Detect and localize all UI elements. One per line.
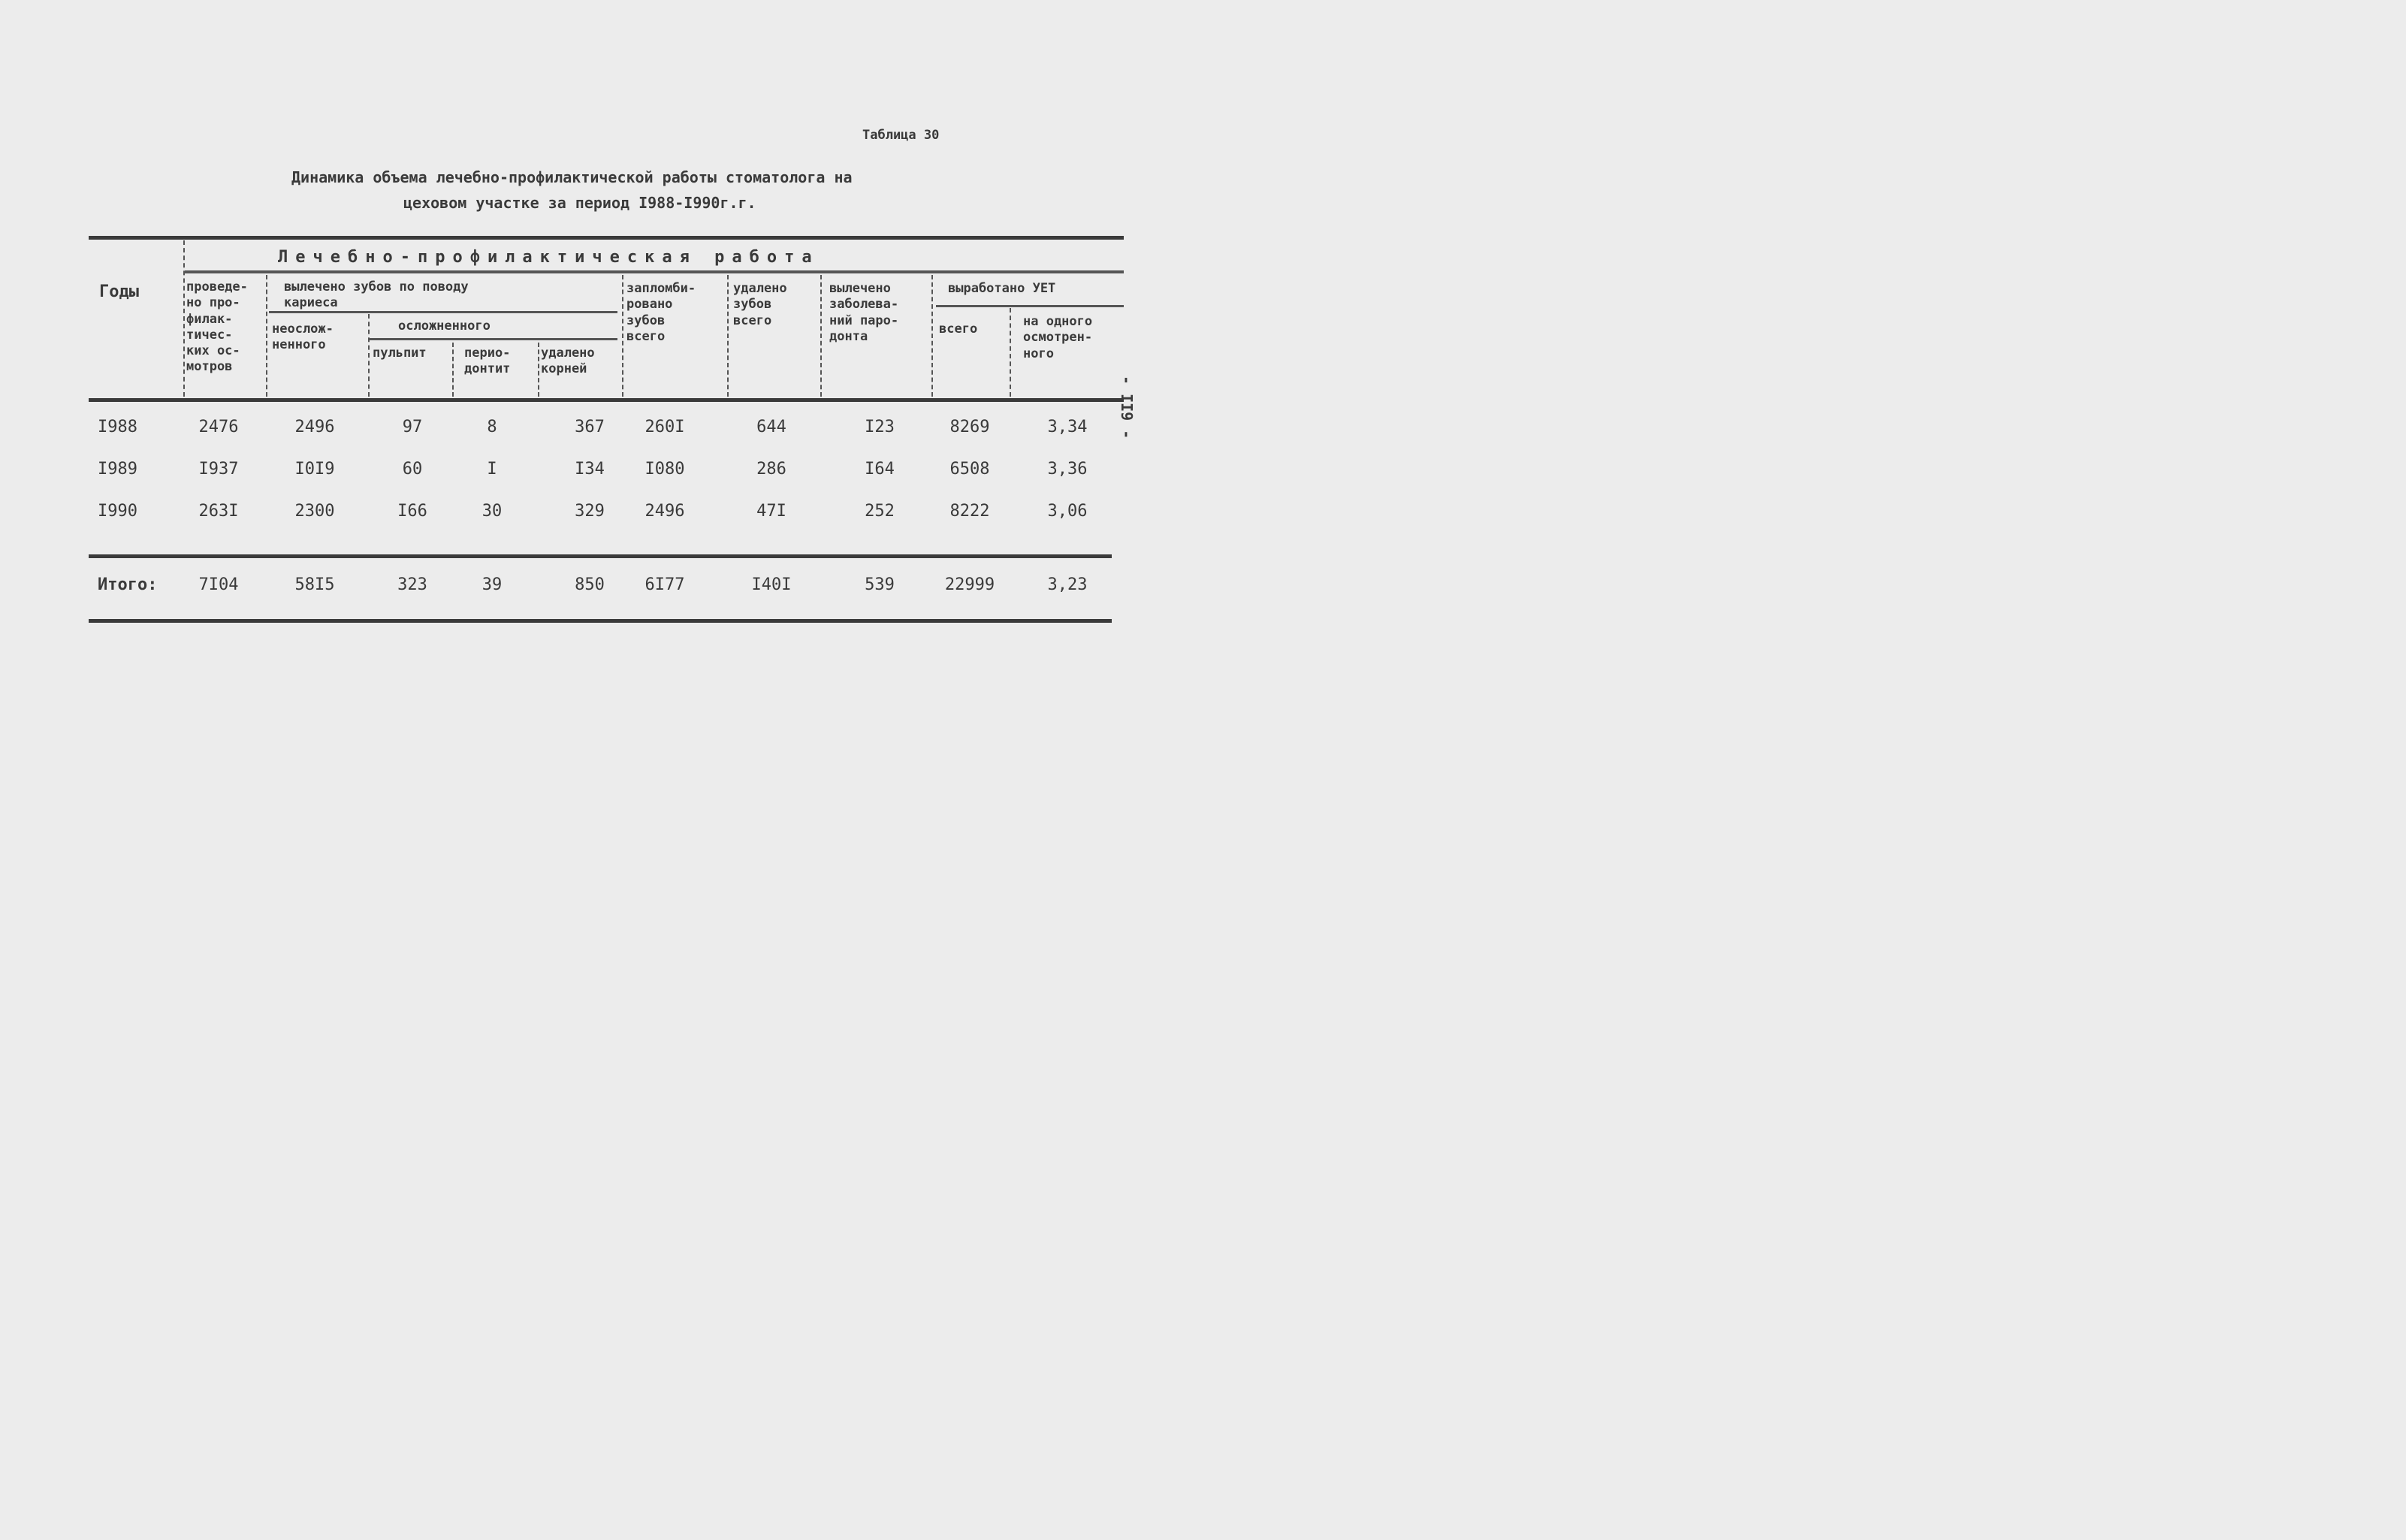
filled-cell: 2496 (645, 502, 685, 521)
year-cell: I989 (98, 460, 137, 479)
col-separator (1010, 308, 1011, 397)
roots-cell: I34 (575, 460, 605, 479)
table-row (0, 458, 1178, 481)
table-row (0, 500, 1178, 523)
uet-under-rule (936, 305, 1124, 307)
parodont-cell: 252 (865, 502, 895, 521)
header-bottom-rule (89, 398, 1124, 402)
filled-total-cell: 6I77 (645, 575, 685, 594)
pulpitis-cell: I66 (397, 502, 427, 521)
years-header: Годы (99, 282, 139, 301)
group-under-rule (185, 270, 1124, 273)
uet-per-cell: 3,06 (1047, 502, 1088, 521)
year-cell: I990 (98, 502, 137, 521)
uet-header: выработано УЕТ (948, 281, 1056, 296)
exams-cell: 2476 (198, 418, 239, 436)
roots-cell: 367 (575, 418, 605, 436)
top-rule (89, 236, 1124, 240)
complicated-under-rule (370, 338, 617, 340)
year-cell: I988 (98, 418, 137, 436)
col-separator (727, 275, 729, 397)
uet-per-total-cell: 3,23 (1047, 575, 1088, 594)
uncomplicated-cell: 2300 (294, 502, 335, 521)
extracted-total-cell: I40I (751, 575, 792, 594)
periodontitis-total-cell: 39 (482, 575, 503, 594)
uncomplicated-cell: I0I9 (294, 460, 335, 479)
uncomplicated-header: неослож- ненного (272, 322, 334, 353)
col-separator (931, 275, 933, 397)
pulpitis-total-cell: 323 (397, 575, 427, 594)
table-title-line-2: цеховом участке за период I988-I990г.г. (403, 194, 756, 212)
group-header: Лечебно-профилактическая работа (278, 248, 820, 267)
roots-cell: 329 (575, 502, 605, 521)
col-separator (183, 240, 185, 397)
uet-per-cell: 3,36 (1047, 460, 1088, 479)
document-page (0, 0, 1178, 754)
table-row (0, 416, 1178, 439)
complicated-header: осложненного (398, 319, 491, 334)
exams-cell: 263I (198, 502, 239, 521)
extracted-cell: 286 (756, 460, 786, 479)
table-label: Таблица 30 (862, 128, 940, 143)
uet-total-total-cell: 22999 (944, 575, 995, 594)
periodontitis-cell: 30 (482, 502, 503, 521)
roots-total-cell: 850 (575, 575, 605, 594)
cured-caries-header: вылечено зубов по поводу кариеса (284, 279, 469, 311)
exams-total-cell: 7I04 (198, 575, 239, 594)
filled-cell: I080 (645, 460, 685, 479)
uet-per-cell: 3,34 (1047, 418, 1088, 436)
col-separator (538, 343, 539, 397)
pulpitis-cell: 97 (402, 418, 423, 436)
pulpitis-cell: 60 (402, 460, 423, 479)
col-separator (266, 275, 267, 397)
extracted-cell: 47I (756, 502, 786, 521)
periodontitis-cell: 8 (487, 418, 497, 436)
extracted-cell: 644 (756, 418, 786, 436)
exams-header: проведе- но про- филак- тичес- ких ос- мотров (186, 279, 248, 375)
page-number: - II9 - (1118, 376, 1136, 439)
filled-cell: 260I (645, 418, 685, 436)
roots-removed-header: удалено корней (541, 346, 595, 377)
col-separator (368, 314, 370, 397)
periodontitis-cell: I (487, 460, 497, 479)
pulpitis-header: пульпит (373, 346, 427, 361)
parodont-total-cell: 539 (865, 575, 895, 594)
total-label: Итого: (98, 575, 158, 594)
total-top-rule (89, 554, 1112, 558)
parodont-cell: I64 (865, 460, 895, 479)
filled-header: запломби- ровано зубов всего (626, 281, 696, 344)
parodont-header: вылечено заболева- ний паро- донта (829, 281, 899, 344)
total-row (0, 574, 1178, 596)
uncomplicated-cell: 2496 (294, 418, 335, 436)
uet-total-cell: 8269 (949, 418, 990, 436)
uet-total-header: всего (939, 322, 978, 337)
uet-total-cell: 8222 (949, 502, 990, 521)
col-separator (820, 275, 822, 397)
col-separator (452, 343, 454, 397)
extracted-header: удалено зубов всего (733, 281, 787, 328)
exams-cell: I937 (198, 460, 239, 479)
uet-total-cell: 6508 (949, 460, 990, 479)
table-title-line-1: Динамика объема лечебно-профилактической работы стоматолога на (291, 168, 853, 186)
periodontitis-header: перио- донтит (464, 346, 511, 377)
uncomplicated-total-cell: 58I5 (294, 575, 335, 594)
uet-per-header: на одного осмотрен- ного (1023, 314, 1093, 361)
bottom-rule (89, 619, 1112, 623)
parodont-cell: I23 (865, 418, 895, 436)
col-separator (622, 275, 623, 397)
